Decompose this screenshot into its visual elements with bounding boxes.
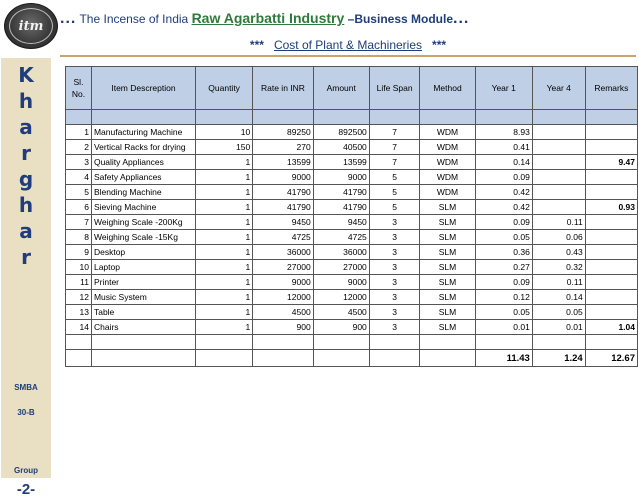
row-quantity: 1 (195, 305, 252, 320)
row-remarks (585, 245, 637, 260)
table-row (66, 125, 638, 140)
header-method: Method (420, 67, 475, 110)
table-row (66, 215, 638, 230)
row-amount: 36000 (313, 245, 369, 260)
row-year1: 0.27 (475, 260, 532, 275)
row-remarks (585, 170, 637, 185)
row-item: Weighing Scale -200Kg (91, 215, 195, 230)
logo-ring (9, 8, 53, 44)
row-sl: 5 (66, 185, 92, 200)
row-life-span: 3 (369, 230, 420, 245)
row-item: Weighing Scale -15Kg (91, 230, 195, 245)
row-rate: 4500 (253, 305, 313, 320)
row-year1: 0.09 (475, 215, 532, 230)
row-item: Sieving Machine (91, 200, 195, 215)
row-year1: 0.05 (475, 230, 532, 245)
total-remarks: 12.67 (585, 350, 637, 367)
row-method: SLM (420, 275, 475, 290)
row-remarks (585, 125, 637, 140)
row-method: SLM (420, 290, 475, 305)
header-dots-right: ... (453, 10, 470, 27)
row-remarks (585, 305, 637, 320)
row-amount: 9000 (313, 275, 369, 290)
row-sl: 8 (66, 230, 92, 245)
row-rate: 27000 (253, 260, 313, 275)
row-item: Blending Machine (91, 185, 195, 200)
row-rate: 4725 (253, 230, 313, 245)
row-rate: 41790 (253, 200, 313, 215)
row-item: Vertical Racks for drying (91, 140, 195, 155)
table-row (66, 260, 638, 275)
row-year1: 0.42 (475, 185, 532, 200)
row-year4: 0.11 (532, 275, 585, 290)
header-part1: The Incense of India (79, 12, 189, 26)
row-remarks (585, 230, 637, 245)
row-item: Printer (91, 275, 195, 290)
row-rate: 41790 (253, 185, 313, 200)
sidebar-letter: K (18, 63, 34, 87)
table-row (66, 185, 638, 200)
header-life-span: Life Span (369, 67, 420, 110)
row-method: SLM (420, 260, 475, 275)
row-method: SLM (420, 230, 475, 245)
header-part2: Raw Agarbatti Industry (191, 10, 345, 26)
row-method: SLM (420, 200, 475, 215)
row-method: WDM (420, 125, 475, 140)
row-year4: 0.06 (532, 230, 585, 245)
row-item: Desktop (91, 245, 195, 260)
table-total-row (66, 350, 638, 367)
row-remarks: 9.47 (585, 155, 637, 170)
row-year4 (532, 200, 585, 215)
row-year4: 0.11 (532, 215, 585, 230)
row-item: Manufacturing Machine (91, 125, 195, 140)
row-quantity: 1 (195, 170, 252, 185)
row-rate: 89250 (253, 125, 313, 140)
header-part3: –Business Module (347, 12, 453, 26)
row-amount: 9450 (313, 215, 369, 230)
row-year1: 0.01 (475, 320, 532, 335)
row-amount: 27000 (313, 260, 369, 275)
row-sl: 10 (66, 260, 92, 275)
row-amount: 4725 (313, 230, 369, 245)
itm-logo (4, 3, 58, 49)
row-quantity: 1 (195, 230, 252, 245)
header-year4: Year 4 (532, 67, 585, 110)
row-year4: 0.01 (532, 320, 585, 335)
row-quantity: 10 (195, 125, 252, 140)
sidebar-smba: SMBA (14, 383, 38, 392)
row-amount: 12000 (313, 290, 369, 305)
row-method: WDM (420, 155, 475, 170)
sidebar-letter: g (18, 167, 34, 191)
row-year1: 0.41 (475, 140, 532, 155)
row-sl: 12 (66, 290, 92, 305)
table-row (66, 290, 638, 305)
row-item: Safety Appliances (91, 170, 195, 185)
row-sl: 1 (66, 125, 92, 140)
row-item: Music System (91, 290, 195, 305)
row-quantity: 1 (195, 260, 252, 275)
header-item: Item Descreption (91, 67, 195, 110)
row-method: WDM (420, 185, 475, 200)
row-amount: 9000 (313, 170, 369, 185)
row-year4 (532, 185, 585, 200)
subtitle-stars-right: *** (432, 38, 447, 52)
row-method: SLM (420, 320, 475, 335)
header-quantity: Quantity (195, 67, 252, 110)
sidebar-group-label: Group (14, 466, 38, 475)
sidebar (1, 58, 51, 498)
row-item: Table (91, 305, 195, 320)
row-sl: 14 (66, 320, 92, 335)
row-remarks: 0.93 (585, 200, 637, 215)
row-quantity: 1 (195, 290, 252, 305)
row-sl: 11 (66, 275, 92, 290)
row-item: Chairs (91, 320, 195, 335)
row-year4: 0.32 (532, 260, 585, 275)
row-rate: 12000 (253, 290, 313, 305)
sidebar-batch: 30-B (17, 408, 35, 417)
row-life-span: 3 (369, 215, 420, 230)
row-method: SLM (420, 245, 475, 260)
table-row (66, 140, 638, 155)
row-item: Laptop (91, 260, 195, 275)
row-life-span: 3 (369, 320, 420, 335)
page-subtitle (60, 38, 636, 52)
row-amount: 41790 (313, 200, 369, 215)
row-life-span: 7 (369, 155, 420, 170)
total-year4: 1.24 (532, 350, 585, 367)
row-item: Quality Appliances (91, 155, 195, 170)
row-remarks (585, 215, 637, 230)
row-method: SLM (420, 215, 475, 230)
row-year1: 0.12 (475, 290, 532, 305)
row-rate: 270 (253, 140, 313, 155)
row-remarks (585, 185, 637, 200)
row-remarks (585, 140, 637, 155)
row-sl: 9 (66, 245, 92, 260)
table-row (66, 200, 638, 215)
row-year4 (532, 170, 585, 185)
row-life-span: 5 (369, 200, 420, 215)
header-remarks: Remarks (585, 67, 637, 110)
row-year1: 0.36 (475, 245, 532, 260)
row-year4 (532, 125, 585, 140)
header-divider (60, 55, 636, 57)
row-amount: 40500 (313, 140, 369, 155)
row-life-span: 5 (369, 185, 420, 200)
row-method: WDM (420, 140, 475, 155)
row-year4 (532, 155, 585, 170)
table-row (66, 230, 638, 245)
row-quantity: 1 (195, 275, 252, 290)
row-year1: 0.14 (475, 155, 532, 170)
row-method: WDM (420, 170, 475, 185)
subtitle-text: Cost of Plant & Machineries (273, 38, 423, 52)
row-quantity: 1 (195, 320, 252, 335)
table-row (66, 155, 638, 170)
header-year1: Year 1 (475, 67, 532, 110)
row-year4 (532, 140, 585, 155)
row-remarks (585, 260, 637, 275)
row-amount: 13599 (313, 155, 369, 170)
row-life-span: 3 (369, 275, 420, 290)
sidebar-letter: a (19, 115, 33, 139)
row-quantity: 1 (195, 185, 252, 200)
row-rate: 900 (253, 320, 313, 335)
table-row (66, 245, 638, 260)
row-amount: 4500 (313, 305, 369, 320)
cost-table (65, 66, 638, 367)
row-year1: 0.42 (475, 200, 532, 215)
row-quantity: 1 (195, 200, 252, 215)
row-life-span: 7 (369, 140, 420, 155)
table-row (66, 275, 638, 290)
row-sl: 4 (66, 170, 92, 185)
row-method: SLM (420, 305, 475, 320)
logo-text: itm (18, 18, 44, 34)
row-life-span: 7 (369, 125, 420, 140)
sidebar-letter: h (18, 193, 34, 217)
row-remarks (585, 290, 637, 305)
row-rate: 9000 (253, 170, 313, 185)
row-year1: 0.05 (475, 305, 532, 320)
sidebar-letter: r (21, 141, 31, 165)
row-quantity: 1 (195, 215, 252, 230)
subtitle-stars-left: *** (249, 38, 264, 52)
header-dots-left: ... (60, 10, 77, 27)
header-rate: Rate in INR (253, 67, 313, 110)
row-rate: 9000 (253, 275, 313, 290)
row-sl: 2 (66, 140, 92, 155)
table-row (66, 320, 638, 335)
sidebar-group-number: -2- (16, 481, 36, 498)
header-sl-no: Sl. No. (66, 67, 92, 110)
row-year4: 0.05 (532, 305, 585, 320)
row-rate: 13599 (253, 155, 313, 170)
row-year4: 0.14 (532, 290, 585, 305)
row-quantity: 1 (195, 245, 252, 260)
header-amount: Amount (313, 67, 369, 110)
row-quantity: 150 (195, 140, 252, 155)
table-row (66, 305, 638, 320)
table-header-row (66, 67, 638, 110)
page-header (60, 10, 636, 30)
row-remarks: 1.04 (585, 320, 637, 335)
row-life-span: 5 (369, 170, 420, 185)
table-row (66, 170, 638, 185)
table-spacer-row (66, 110, 638, 125)
row-amount: 892500 (313, 125, 369, 140)
row-life-span: 3 (369, 260, 420, 275)
table-blank-row (66, 335, 638, 350)
row-amount: 41790 (313, 185, 369, 200)
row-year4: 0.43 (532, 245, 585, 260)
row-life-span: 3 (369, 290, 420, 305)
row-sl: 7 (66, 215, 92, 230)
row-year1: 0.09 (475, 170, 532, 185)
row-rate: 36000 (253, 245, 313, 260)
row-life-span: 3 (369, 305, 420, 320)
row-remarks (585, 275, 637, 290)
row-amount: 900 (313, 320, 369, 335)
row-life-span: 3 (369, 245, 420, 260)
row-sl: 13 (66, 305, 92, 320)
sidebar-letter: a (19, 219, 33, 243)
row-year1: 8.93 (475, 125, 532, 140)
sidebar-letter: h (18, 89, 34, 113)
total-year1: 11.43 (475, 350, 532, 367)
row-rate: 9450 (253, 215, 313, 230)
row-year1: 0.09 (475, 275, 532, 290)
row-quantity: 1 (195, 155, 252, 170)
row-sl: 3 (66, 155, 92, 170)
sidebar-letter: r (21, 245, 31, 269)
row-sl: 6 (66, 200, 92, 215)
sidebar-vertical-title (1, 62, 51, 270)
